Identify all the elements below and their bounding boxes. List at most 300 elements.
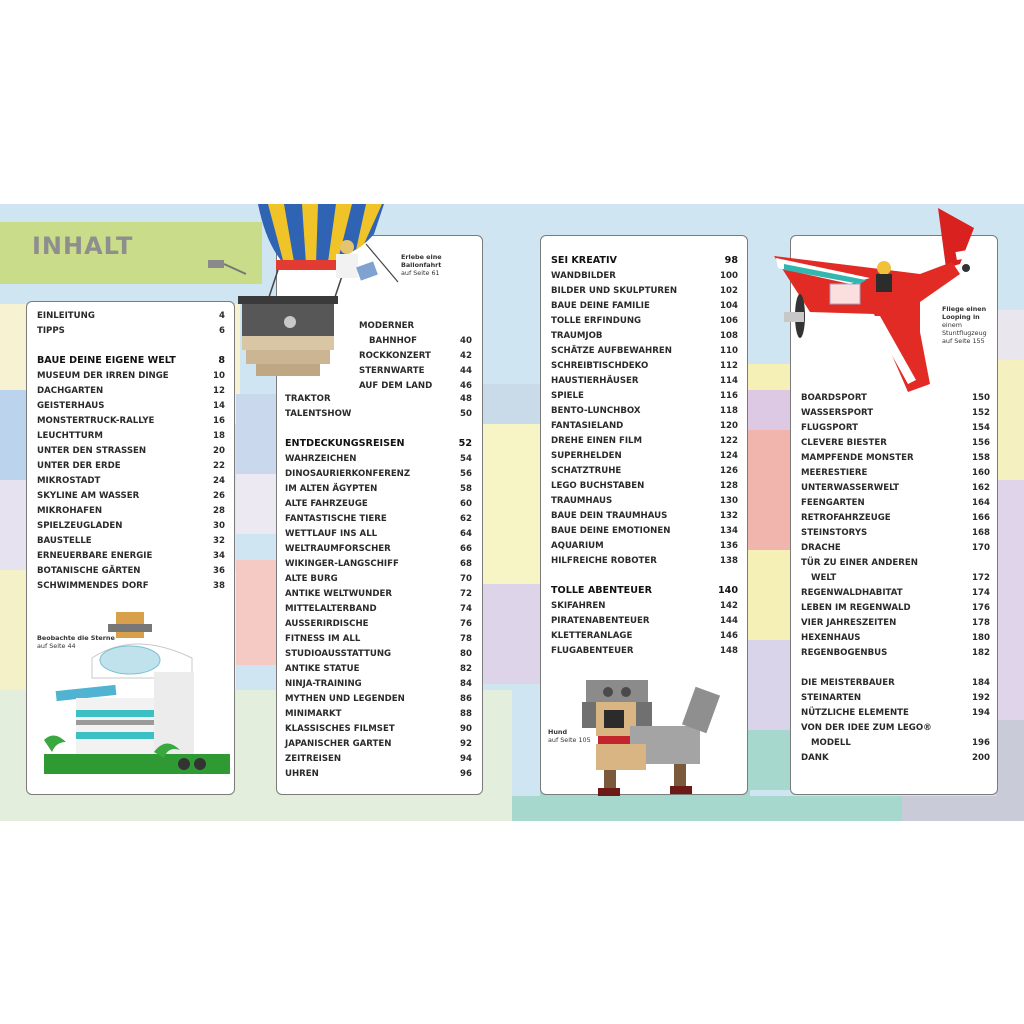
toc-entry[interactable] — [37, 519, 225, 534]
toc-entry[interactable] — [285, 407, 472, 422]
toc-entry[interactable] — [801, 751, 990, 766]
toc-entry-title: LEUCHTTURM — [37, 431, 103, 441]
caption-balloon-title-2: Ballonfahrt — [401, 261, 442, 269]
toc-page-number: 74 — [460, 604, 472, 614]
toc-entry[interactable] — [801, 421, 990, 436]
toc-entry[interactable] — [801, 586, 990, 601]
toc-entry-title: MYTHEN UND LEGENDEN — [285, 694, 405, 704]
toc-entry-title: NÜTZLICHE ELEMENTE — [801, 708, 909, 718]
toc-page-number: 158 — [972, 453, 990, 463]
toc-entry[interactable] — [285, 512, 472, 527]
toc-page-number: 78 — [460, 634, 472, 644]
caption-dog — [548, 728, 591, 744]
toc-entry[interactable] — [551, 509, 738, 524]
toc-page-number: 64 — [460, 529, 472, 539]
toc-page-number: 28 — [213, 506, 225, 516]
toc-entry[interactable] — [801, 541, 990, 556]
toc-entry-title: FANTASTISCHE TIERE — [285, 514, 387, 524]
toc-list-1 — [37, 309, 225, 609]
toc-page-number: 114 — [720, 376, 738, 386]
toc-page-number: 102 — [720, 286, 738, 296]
toc-page-number: 26 — [213, 491, 225, 501]
toc-entry-title: STEINARTEN — [801, 693, 862, 703]
toc-entry-title: LEBEN IM REGENWALD — [801, 603, 911, 613]
toc-entry-title: MUSEUM DER IRREN DINGE — [37, 371, 169, 381]
caption-plane-title-3: einem — [942, 321, 962, 329]
toc-entry[interactable] — [801, 526, 990, 541]
toc-entry[interactable] — [801, 691, 990, 706]
toc-page-number: 130 — [720, 496, 738, 506]
toc-entry-title: DRACHE — [801, 543, 841, 553]
toc-entry[interactable] — [551, 524, 738, 539]
toc-section-heading[interactable] — [37, 353, 225, 368]
toc-page-number: 16 — [213, 416, 225, 426]
toc-entry[interactable] — [285, 647, 472, 662]
toc-entry[interactable] — [37, 429, 225, 444]
toc-entry[interactable] — [551, 629, 738, 644]
toc-entry[interactable] — [285, 752, 472, 767]
toc-entry-title: BOARDSPORT — [801, 393, 867, 403]
toc-page-number: 124 — [720, 451, 738, 461]
toc-page-number: 200 — [972, 753, 990, 763]
toc-entry[interactable] — [37, 459, 225, 474]
toc-entry-title: ALTE BURG — [285, 574, 338, 584]
toc-entry-title: TIPPS — [37, 326, 65, 336]
toc-page-number: 180 — [972, 633, 990, 643]
toc-entry-title: MIKROSTADT — [37, 476, 101, 486]
toc-section-heading[interactable] — [551, 253, 738, 268]
toc-entry-title: FLUGABENTEUER — [551, 646, 634, 656]
toc-page-number: 126 — [720, 466, 738, 476]
toc-entry[interactable] — [37, 489, 225, 504]
toc-entry-title: JAPANISCHER GARTEN — [285, 739, 392, 749]
toc-entry-title: FITNESS IM ALL — [285, 634, 361, 644]
toc-entry-title: BENTO-LUNCHBOX — [551, 406, 641, 416]
toc-entry-title: MONSTERTRUCK-RALLYE — [37, 416, 155, 426]
toc-page-number: 72 — [460, 589, 472, 599]
toc-entry[interactable] — [37, 399, 225, 414]
toc-entry-title: DANK — [801, 753, 829, 763]
toc-entry[interactable] — [551, 434, 738, 449]
bg-block — [482, 424, 540, 584]
toc-entry-title: WIKINGER-LANGSCHIFF — [285, 559, 399, 569]
toc-page-number: 162 — [972, 483, 990, 493]
caption-observatory — [37, 634, 115, 650]
toc-entry-title: MINIMARKT — [285, 709, 342, 719]
toc-page-number: 100 — [720, 271, 738, 281]
toc-entry[interactable] — [551, 539, 738, 554]
toc-page-number: 166 — [972, 513, 990, 523]
toc-page-number: 194 — [972, 708, 990, 718]
toc-page-number: 90 — [460, 724, 472, 734]
toc-entry-title: UNTER DEN STRASSEN — [37, 446, 147, 456]
toc-entry[interactable] — [801, 496, 990, 511]
toc-page-number: 144 — [720, 616, 738, 626]
toc-page-number: 150 — [972, 393, 990, 403]
toc-page-number: 38 — [213, 581, 225, 591]
toc-page-number: 138 — [720, 556, 738, 566]
toc-page-number: 40 — [460, 336, 472, 346]
toc-page-number: 196 — [972, 738, 990, 748]
toc-entry-title: PIRATENABENTEUER — [551, 616, 650, 626]
toc-entry-title: ALTE FAHRZEUGE — [285, 499, 368, 509]
toc-entry[interactable] — [801, 601, 990, 616]
toc-entry-title: ANTIKE STATUE — [285, 664, 360, 674]
toc-entry-title: SUPERHELDEN — [551, 451, 622, 461]
toc-entry[interactable] — [37, 474, 225, 489]
toc-entry[interactable] — [37, 324, 225, 339]
toc-entry-title: WETTLAUF INS ALL — [285, 529, 378, 539]
stunt-plane-illustration — [770, 204, 982, 400]
toc-entry-title: BOTANISCHE GÄRTEN — [37, 566, 141, 576]
toc-page-number: 22 — [213, 461, 225, 471]
toc-entry[interactable] — [551, 644, 738, 659]
toc-page-number: 80 — [460, 649, 472, 659]
toc-entry[interactable] — [285, 452, 472, 467]
caption-balloon-title-1: Erlebe eine — [401, 253, 442, 261]
toc-page-number: 152 — [972, 408, 990, 418]
toc-entry-title: AQUARIUM — [551, 541, 604, 551]
caption-plane-title-2: Looping in — [942, 313, 980, 321]
toc-page-number: 168 — [972, 528, 990, 538]
toc-entry[interactable] — [551, 449, 738, 464]
toc-entry-title: FANTASIELAND — [551, 421, 624, 431]
toc-entry-title: STUDIOAUSSTATTUNG — [285, 649, 392, 659]
toc-entry-title: NINJA-TRAINING — [285, 679, 362, 689]
toc-page-number: 160 — [972, 468, 990, 478]
toc-entry[interactable] — [37, 444, 225, 459]
toc-page-number: 8 — [218, 355, 225, 366]
bg-block — [236, 560, 278, 665]
toc-entry-title: HAUSTIERHÄUSER — [551, 376, 639, 386]
toc-entry-title: SCHÄTZE AUFBEWAHREN — [551, 346, 672, 356]
toc-entry[interactable] — [801, 466, 990, 481]
toc-page-number: 104 — [720, 301, 738, 311]
toc-entry-title: GEISTERHAUS — [37, 401, 105, 411]
toc-entry-title: MODELL — [811, 738, 851, 748]
toc-entry-title: REGENWALDHABITAT — [801, 588, 903, 598]
toc-entry-title: UNTER DER ERDE — [37, 461, 121, 471]
toc-entry[interactable] — [551, 299, 738, 314]
toc-entry-title: TRAUMJOB — [551, 331, 603, 341]
toc-entry-title: UNTERWASSERWELT — [801, 483, 900, 493]
toc-entry[interactable] — [801, 646, 990, 661]
toc-page-number: 108 — [720, 331, 738, 341]
toc-section-heading[interactable] — [551, 583, 738, 598]
page-title: INHALT — [32, 232, 134, 260]
contents-spread — [0, 204, 1024, 821]
toc-entry[interactable] — [801, 721, 990, 736]
toc-entry-title: TALENTSHOW — [285, 409, 352, 419]
toc-entry-title: LEGO BUCHSTABEN — [551, 481, 645, 491]
toc-entry[interactable] — [801, 436, 990, 451]
hot-air-balloon-illustration — [206, 204, 396, 380]
caption-dog-ref: auf Seite 105 — [548, 736, 591, 744]
toc-entry[interactable] — [801, 616, 990, 631]
toc-page-number: 178 — [972, 618, 990, 628]
toc-entry-title: DINOSAURIERKONFERENZ — [285, 469, 411, 479]
toc-entry[interactable] — [285, 737, 472, 752]
toc-entry-title: SKIFAHREN — [551, 601, 606, 611]
toc-entry[interactable] — [551, 389, 738, 404]
toc-entry[interactable] — [801, 406, 990, 421]
toc-entry-title: SCHATZTRUHE — [551, 466, 622, 476]
toc-entry[interactable] — [285, 692, 472, 707]
toc-entry-title: DIE MEISTERBAUER — [801, 678, 895, 688]
toc-entry[interactable] — [37, 579, 225, 594]
toc-entry-title: SCHREIBTISCHDEKO — [551, 361, 649, 371]
toc-entry[interactable] — [551, 359, 738, 374]
toc-entry[interactable] — [37, 369, 225, 384]
toc-entry[interactable] — [37, 414, 225, 429]
toc-entry[interactable] — [285, 632, 472, 647]
toc-entry[interactable] — [285, 482, 472, 497]
toc-entry[interactable] — [551, 344, 738, 359]
toc-page-number: 112 — [720, 361, 738, 371]
toc-entry[interactable] — [285, 722, 472, 737]
toc-page-number: 106 — [720, 316, 738, 326]
bg-block — [996, 480, 1024, 720]
toc-entry[interactable] — [551, 614, 738, 629]
toc-list-4 — [801, 391, 990, 771]
toc-entry-title: ZEITREISEN — [285, 754, 342, 764]
toc-page-number: 50 — [460, 409, 472, 419]
toc-entry-title: MEERESTIERE — [801, 468, 868, 478]
toc-entry-title: TRAKTOR — [285, 394, 331, 404]
toc-entry[interactable] — [551, 464, 738, 479]
toc-entry[interactable] — [285, 677, 472, 692]
toc-entry-title: KLASSISCHES FILMSET — [285, 724, 395, 734]
toc-page-number: 136 — [720, 541, 738, 551]
toc-page-number: 36 — [213, 566, 225, 576]
toc-page-number: 96 — [460, 769, 472, 779]
toc-page-number: 32 — [213, 536, 225, 546]
toc-entry[interactable] — [285, 467, 472, 482]
toc-entry-title: ROCKKONZERT — [359, 351, 431, 361]
toc-entry-title: MITTELALTERBAND — [285, 604, 377, 614]
toc-entry-title: WANDBILDER — [551, 271, 616, 281]
toc-entry-title: REGENBOGENBUS — [801, 648, 888, 658]
toc-entry-title: AUSSERIRDISCHE — [285, 619, 369, 629]
toc-entry[interactable] — [801, 706, 990, 721]
toc-entry-title: BAHNHOF — [369, 336, 417, 346]
toc-entry[interactable] — [801, 451, 990, 466]
toc-page-number: 46 — [460, 381, 472, 391]
toc-entry-title: MIKROHAFEN — [37, 506, 103, 516]
toc-entry-title: DREHE EINEN FILM — [551, 436, 643, 446]
toc-entry-title: IM ALTEN ÄGYPTEN — [285, 484, 378, 494]
toc-entry-title: ERNEUERBARE ENERGIE — [37, 551, 153, 561]
toc-entry[interactable] — [801, 676, 990, 691]
toc-page-number: 52 — [458, 438, 472, 449]
toc-entry-title: DACHGARTEN — [37, 386, 104, 396]
bg-block — [746, 730, 792, 790]
toc-entry[interactable] — [551, 479, 738, 494]
caption-plane-title-1: Fliege einen — [942, 305, 987, 313]
toc-entry[interactable] — [551, 269, 738, 284]
bg-block — [482, 584, 540, 684]
toc-page-number: 120 — [720, 421, 738, 431]
toc-page-number: 6 — [219, 326, 225, 336]
toc-page-number: 110 — [720, 346, 738, 356]
toc-entry[interactable] — [801, 481, 990, 496]
toc-entry-title: SEI KREATIV — [551, 255, 617, 266]
toc-page-number: 54 — [460, 454, 472, 464]
toc-page-number: 140 — [717, 585, 738, 596]
toc-entry[interactable] — [801, 631, 990, 646]
toc-entry[interactable] — [285, 602, 472, 617]
toc-entry[interactable] — [37, 534, 225, 549]
toc-entry[interactable] — [37, 564, 225, 579]
toc-entry-title: UHREN — [285, 769, 319, 779]
toc-page-number: 48 — [460, 394, 472, 404]
toc-page-number: 172 — [972, 573, 990, 583]
toc-entry-title: WAHRZEICHEN — [285, 454, 357, 464]
caption-observatory-ref: auf Seite 44 — [37, 642, 76, 650]
toc-page-number: 66 — [460, 544, 472, 554]
toc-page-number: 12 — [213, 386, 225, 396]
toc-page-number: 30 — [213, 521, 225, 531]
toc-entry-title: TOLLE ABENTEUER — [551, 585, 652, 596]
toc-list-3 — [551, 253, 738, 673]
toc-entry[interactable] — [285, 572, 472, 587]
toc-entry[interactable] — [551, 314, 738, 329]
toc-entry[interactable] — [285, 557, 472, 572]
toc-page-number: 156 — [972, 438, 990, 448]
toc-entry[interactable] — [285, 542, 472, 557]
toc-page-number: 20 — [213, 446, 225, 456]
toc-entry-title: SPIELE — [551, 391, 584, 401]
toc-page-number: 86 — [460, 694, 472, 704]
toc-entry[interactable] — [285, 617, 472, 632]
toc-page-number: 174 — [972, 588, 990, 598]
toc-entry-title: SKYLINE AM WASSER — [37, 491, 140, 501]
toc-page-number: 68 — [460, 559, 472, 569]
toc-entry[interactable] — [285, 662, 472, 677]
toc-page-number: 142 — [720, 601, 738, 611]
toc-page-number: 70 — [460, 574, 472, 584]
toc-entry-title: WELT — [811, 573, 837, 583]
caption-dog-title-1: Hund — [548, 728, 568, 736]
toc-entry-title: AUF DEM LAND — [359, 381, 433, 391]
toc-entry-title: RETROFAHRZEUGE — [801, 513, 891, 523]
toc-page-number: 128 — [720, 481, 738, 491]
toc-entry[interactable] — [37, 309, 225, 324]
bg-block — [902, 796, 1024, 821]
toc-page-number: 92 — [460, 739, 472, 749]
bg-block — [996, 360, 1024, 480]
toc-entry-title: BAUE DEINE EMOTIONEN — [551, 526, 671, 536]
toc-entry[interactable] — [801, 511, 990, 526]
toc-entry-title: HILFREICHE ROBOTER — [551, 556, 657, 566]
toc-page-number: 118 — [720, 406, 738, 416]
toc-entry[interactable] — [285, 497, 472, 512]
toc-entry[interactable] — [801, 571, 990, 586]
toc-entry[interactable] — [551, 419, 738, 434]
toc-entry[interactable] — [551, 374, 738, 389]
bg-block — [746, 430, 792, 550]
caption-plane-ref: auf Seite 155 — [942, 337, 985, 345]
toc-entry-title: MAMPFENDE MONSTER — [801, 453, 914, 463]
toc-entry[interactable] — [285, 587, 472, 602]
toc-page-number: 82 — [460, 664, 472, 674]
toc-entry-title: TÜR ZU EINER ANDEREN — [801, 558, 918, 568]
toc-page-number: 56 — [460, 469, 472, 479]
toc-entry[interactable] — [551, 599, 738, 614]
toc-entry[interactable] — [801, 736, 990, 751]
toc-entry-title: MODERNER — [359, 321, 415, 331]
toc-entry-title: VON DER IDEE ZUM LEGO® — [801, 723, 932, 733]
toc-page-number: 34 — [213, 551, 225, 561]
bg-block — [236, 474, 278, 534]
toc-page-number: 58 — [460, 484, 472, 494]
toc-entry[interactable] — [285, 767, 472, 782]
toc-entry[interactable] — [37, 384, 225, 399]
caption-observatory-title-1: Beobachte die Sterne — [37, 634, 115, 642]
toc-entry[interactable] — [285, 392, 472, 407]
toc-entry-title: SCHWIMMENDES DORF — [37, 581, 149, 591]
toc-entry-title: TRAUMHAUS — [551, 496, 613, 506]
toc-entry-title: BILDER UND SKULPTUREN — [551, 286, 678, 296]
toc-list-2 — [285, 392, 472, 782]
toc-page-number: 24 — [213, 476, 225, 486]
toc-page-number: 182 — [972, 648, 990, 658]
toc-entry-title: EINLEITUNG — [37, 311, 95, 321]
toc-entry-title: ANTIKE WELTWUNDER — [285, 589, 392, 599]
toc-entry-title: SPIELZEUGLADEN — [37, 521, 123, 531]
toc-entry[interactable] — [285, 527, 472, 542]
toc-page-number: 132 — [720, 511, 738, 521]
toc-section-heading[interactable] — [285, 436, 472, 451]
toc-entry-title: HEXENHAUS — [801, 633, 861, 643]
toc-page-number: 60 — [460, 499, 472, 509]
toc-entry[interactable] — [285, 707, 472, 722]
caption-balloon — [401, 253, 442, 277]
toc-page-number: 14 — [213, 401, 225, 411]
toc-entry-title: STEINSTORYS — [801, 528, 868, 538]
toc-entry-title: FEENGARTEN — [801, 498, 865, 508]
toc-entry-title: WASSERSPORT — [801, 408, 874, 418]
toc-entry-title: FLUGSPORT — [801, 423, 858, 433]
toc-entry[interactable] — [551, 494, 738, 509]
toc-page-number: 176 — [972, 603, 990, 613]
bg-block — [746, 550, 792, 640]
toc-entry-title: BAUSTELLE — [37, 536, 92, 546]
toc-page-number: 94 — [460, 754, 472, 764]
toc-page-number: 4 — [219, 311, 225, 321]
toc-entry-title: KLETTERANLAGE — [551, 631, 633, 641]
toc-entry[interactable] — [801, 556, 990, 571]
toc-entry[interactable] — [551, 404, 738, 419]
toc-entry[interactable] — [551, 554, 738, 569]
toc-page-number: 98 — [724, 255, 738, 266]
toc-page-number: 18 — [213, 431, 225, 441]
toc-page-number: 184 — [972, 678, 990, 688]
toc-entry[interactable] — [37, 504, 225, 519]
toc-entry-title: BAUE DEINE FAMILIE — [551, 301, 650, 311]
toc-page-number: 134 — [720, 526, 738, 536]
toc-page-number: 44 — [460, 366, 472, 376]
toc-entry-title: BAUE DEIN TRAUMHAUS — [551, 511, 668, 521]
toc-entry-title: ENTDECKUNGSREISEN — [285, 438, 405, 449]
toc-entry[interactable] — [37, 549, 225, 564]
caption-balloon-ref: auf Seite 61 — [401, 269, 440, 277]
toc-page-number: 10 — [213, 371, 225, 381]
toc-entry[interactable] — [551, 284, 738, 299]
toc-entry[interactable] — [551, 329, 738, 344]
toc-page-number: 122 — [720, 436, 738, 446]
toc-page-number: 154 — [972, 423, 990, 433]
